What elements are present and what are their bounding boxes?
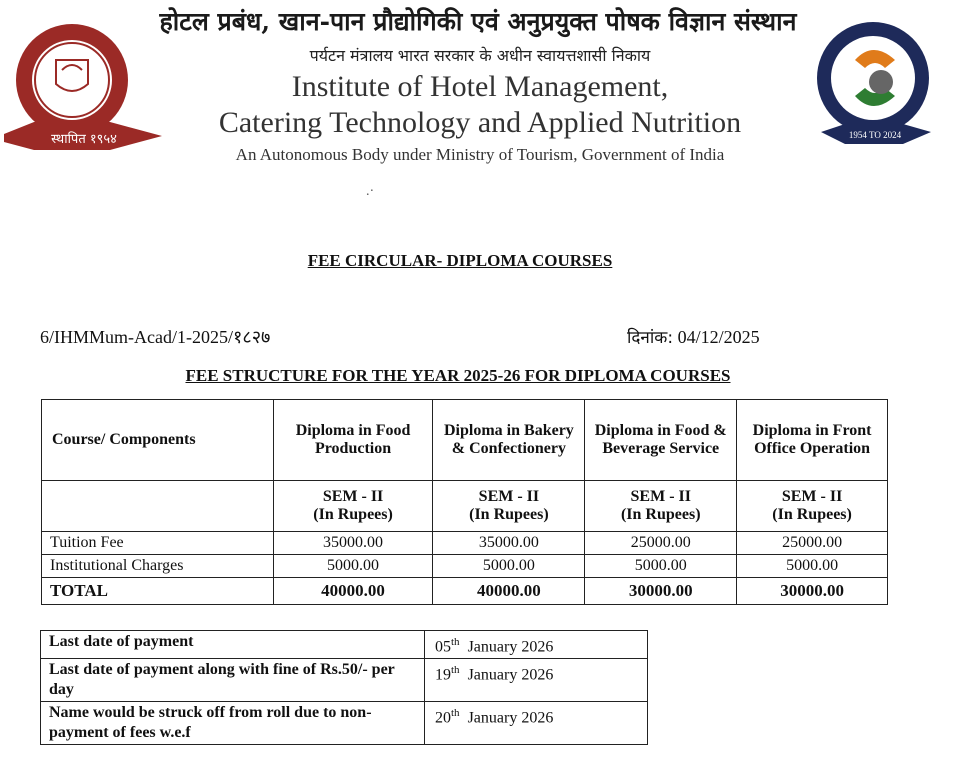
english-title-line1: Institute of Hotel Management, (291, 70, 669, 103)
empty-cell (42, 481, 274, 532)
course-header: Diploma in Food & Beverage Service (585, 400, 737, 481)
date-rest: January 2026 (467, 709, 554, 727)
total-value: 40000.00 (433, 578, 585, 605)
fee-value: 35000.00 (273, 532, 433, 555)
institutional-charges-row (42, 555, 888, 578)
unit-label: (In Rupees) (469, 506, 549, 523)
semester-label: SEM - II (478, 488, 540, 505)
platinum-jubilee-logo-icon (815, 20, 937, 150)
fee-structure-title: FEE STRUCTURE FOR THE YEAR 2025-26 FOR DIPLOMA COURSES (185, 366, 731, 385)
hindi-subtitle: पर्यटन मंत्रालय भारत सरकार के अधीन स्वायत्तशासी निकाय (309, 46, 651, 65)
date-rest: January 2026 (467, 666, 554, 684)
circular-date (627, 325, 760, 348)
payment-label: Last date of payment along with fine of Rs.50/- per day (41, 659, 425, 702)
semester-label: SEM - II (630, 488, 691, 505)
english-subtitle: An Autonomous Body under Ministry of Tourism, Government of India (235, 145, 725, 164)
total-value: 30000.00 (737, 578, 888, 605)
row-label: Institutional Charges (42, 555, 274, 578)
english-title-line2: Catering Technology and Applied Nutrition (218, 106, 742, 139)
date-suffix: th (451, 664, 460, 677)
date-suffix: th (451, 707, 460, 720)
date-suffix: th (451, 636, 460, 648)
date-label: दिनांक: (627, 328, 674, 348)
fee-value: 5000.00 (433, 555, 585, 578)
fee-value: 25000.00 (585, 532, 737, 555)
payment-row (41, 702, 648, 745)
fee-value: 5000.00 (737, 555, 888, 578)
fee-value: 25000.00 (737, 532, 888, 555)
payment-row (41, 659, 648, 702)
payment-date (425, 659, 648, 702)
course-header: Diploma in Food Production (273, 400, 433, 481)
date-value: 04/12/2025 (677, 327, 760, 347)
semester-cell (273, 481, 433, 532)
circular-title: FEE CIRCULAR- DIPLOMA COURSES (307, 251, 613, 270)
date-day: 20 (435, 709, 451, 727)
payment-date (425, 702, 648, 745)
pen-mark: .· (366, 184, 375, 199)
total-value: 30000.00 (585, 578, 737, 605)
semester-label: SEM - II (322, 488, 384, 505)
semester-row (42, 481, 888, 532)
fee-value: 5000.00 (273, 555, 433, 578)
unit-label: (In Rupees) (313, 506, 393, 523)
emblem-ribbon-text: स्थापित १९५४ (51, 132, 117, 147)
tuition-fee-row (42, 532, 888, 555)
hindi-institute-title: होटल प्रबंध, खान-पान प्रौद्योगिकी एवं अनुप्रयुक्त पोषक विज्ञान संस्थान (159, 7, 797, 36)
jubilee-years-text: 1954 TO 2024 (848, 130, 902, 140)
unit-label: (In Rupees) (772, 506, 852, 523)
course-header: Diploma in Bakery & Confectionery (433, 400, 585, 481)
semester-label: SEM - II (781, 488, 843, 505)
payment-label: Name would be struck off from roll due to non-payment of fees w.e.f (41, 702, 425, 745)
fee-value: 35000.00 (433, 532, 585, 555)
date-day: 19 (435, 666, 451, 684)
total-row (42, 578, 888, 605)
fee-value: 5000.00 (585, 555, 737, 578)
unit-label: (In Rupees) (620, 506, 701, 523)
fee-table (41, 399, 888, 605)
total-value: 40000.00 (273, 578, 433, 605)
semester-cell (433, 481, 585, 532)
fee-header-row (42, 400, 888, 481)
reference-number: 6/IHMMum-Acad/1-2025/१८२७ (40, 327, 271, 347)
semester-cell (737, 481, 888, 532)
payment-row (41, 631, 648, 659)
payment-date (425, 631, 648, 659)
date-day: 05 (435, 638, 451, 656)
course-header: Diploma in Front Office Operation (737, 400, 888, 481)
payment-schedule-table (40, 630, 648, 745)
date-rest: January 2026 (467, 638, 554, 656)
semester-cell (585, 481, 737, 532)
payment-label: Last date of payment (41, 631, 425, 659)
component-header: Course/ Components (42, 400, 274, 481)
total-label: TOTAL (42, 578, 274, 605)
row-label: Tuition Fee (42, 532, 274, 555)
